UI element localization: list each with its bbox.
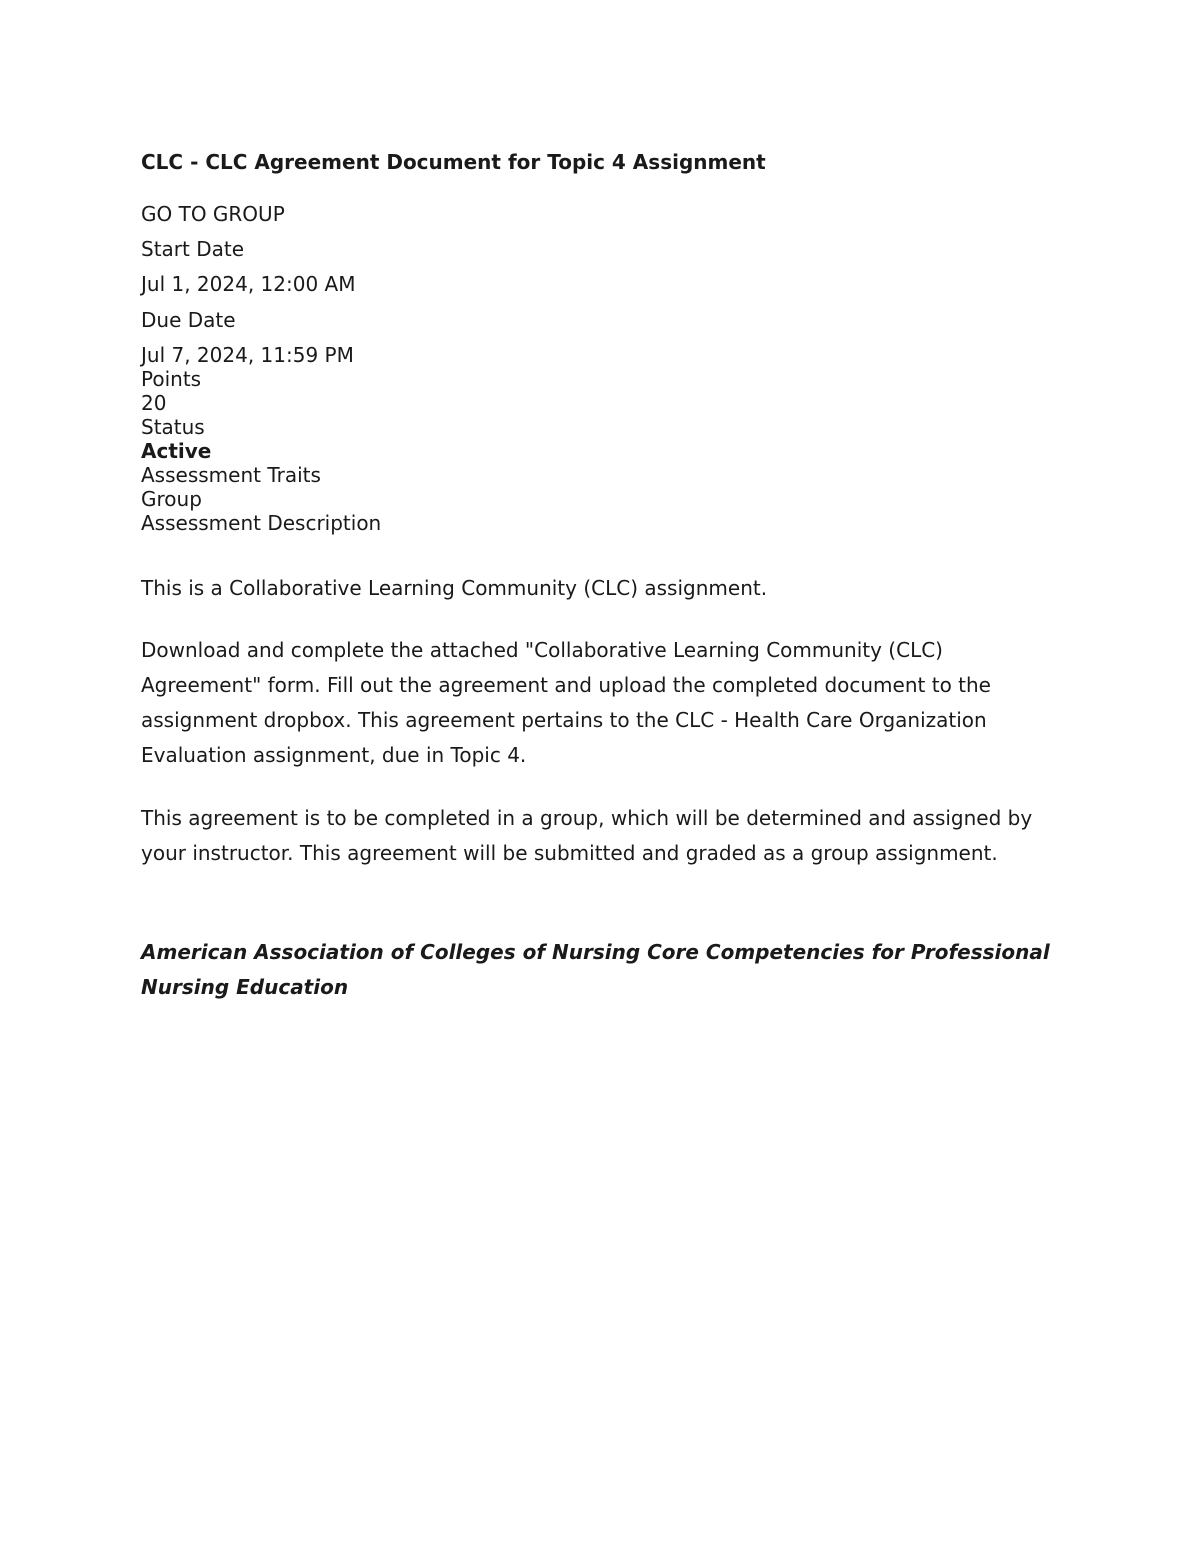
points-value: 20	[141, 391, 167, 415]
description-paragraph-3: This agreement is to be completed in a group, which will be determined and assigned by your instructor. This agreement will be submitted and graded as a group assignment.	[141, 806, 1033, 865]
traits-label: Assessment Traits	[141, 463, 321, 487]
status-label: Status	[141, 415, 205, 439]
traits-value: Group	[141, 487, 202, 511]
status-value: Active	[141, 439, 212, 463]
document-title: CLC - CLC Agreement Document for Topic 4 Assignment	[141, 150, 766, 174]
description-paragraph-2: Download and complete the attached "Collaborative Learning Community (CLC) Agreement" form. Fill out the agreement and upload the completed document to the assignment dropbox. This agreement pertains to the CLC - Health Care Organization Evaluation assignment, due in Topic 4.	[141, 638, 991, 767]
due-date-label: Due Date	[141, 308, 236, 332]
start-date-label: Start Date	[141, 237, 245, 261]
points-label: Points	[141, 367, 202, 391]
assessment-meta-block	[141, 343, 381, 535]
start-date-value: Jul 1, 2024, 12:00 AM	[141, 272, 356, 296]
competencies-heading: American Association of Colleges of Nursing Core Competencies for Professional Nursing Education	[141, 940, 1050, 999]
due-date-value: Jul 7, 2024, 11:59 PM	[141, 343, 354, 367]
description-label: Assessment Description	[141, 511, 382, 535]
go-to-group-link[interactable]: GO TO GROUP	[141, 202, 285, 226]
description-paragraph-1: This is a Collaborative Learning Community (CLC) assignment.	[141, 576, 768, 600]
